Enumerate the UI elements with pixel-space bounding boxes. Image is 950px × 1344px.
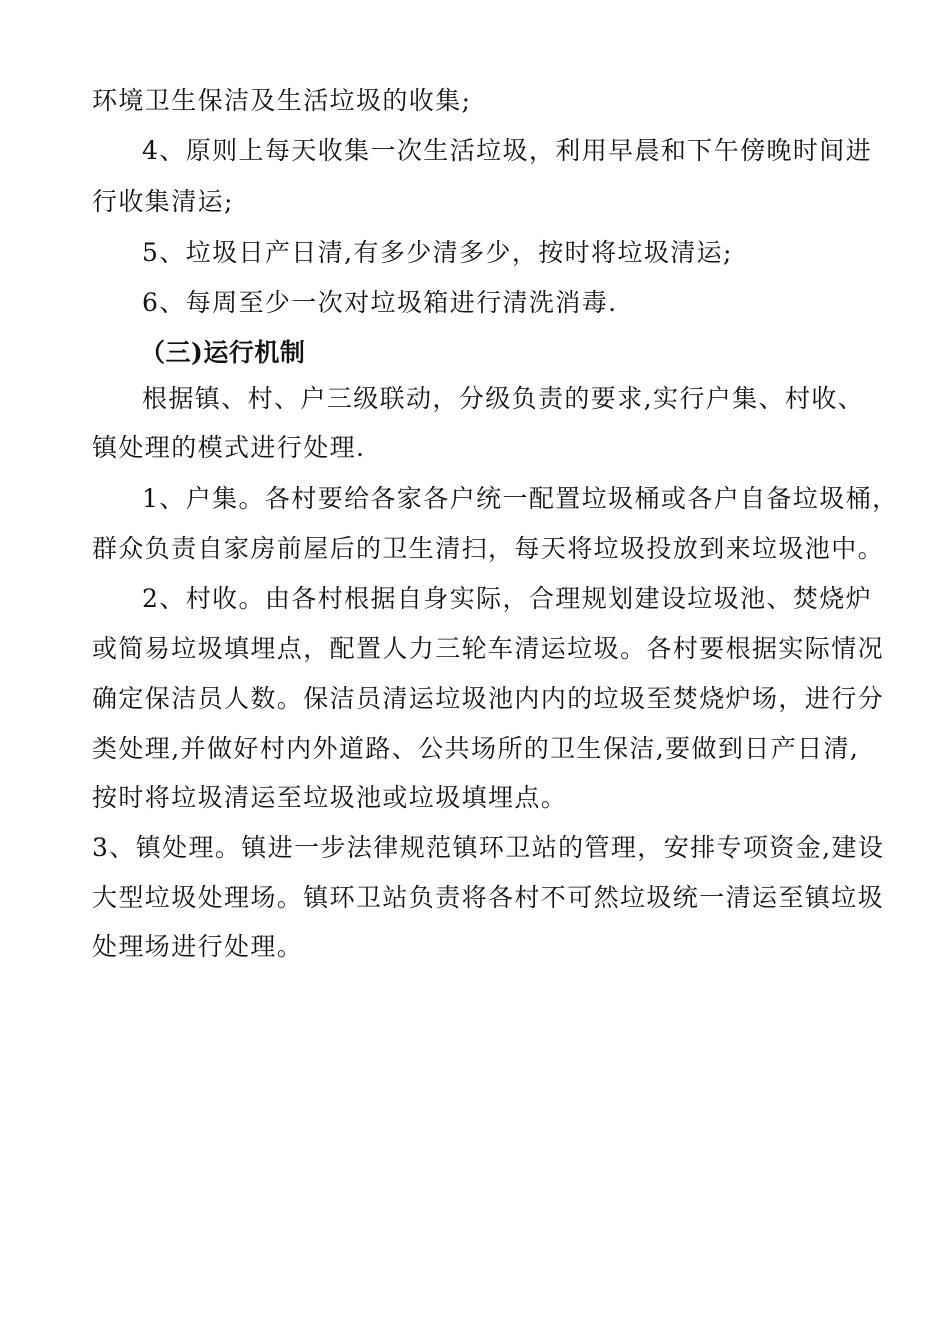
text-line-4: 5、垃圾日产日清,有多少清多少，按时将垃圾清运; (142, 238, 733, 267)
text-line-13: 确定保洁员人数。保洁员清运垃圾池内内的垃圾至焚烧炉场，进行分 (92, 684, 885, 713)
text-line-3: 行收集清运; (92, 187, 234, 216)
text-line-8: 镇处理的模式进行处理. (92, 433, 366, 462)
text-line-14: 类处理,并做好村内外道路、公共场所的卫生保洁,要做到日产日清, (92, 734, 860, 763)
section-heading: （三)运行机制 (140, 338, 306, 367)
text-line-16: 3、镇处理。镇进一步法律规范镇环卫站的管理，安排专项资金,建设 (92, 833, 885, 862)
text-line-1: 环境卫生保洁及生活垃圾的收集; (92, 86, 472, 115)
text-line-15: 按时将垃圾清运至垃圾池或垃圾填埋点。 (92, 783, 568, 812)
text-line-7: 根据镇、村、户三级联动，分级负责的要求,实行户集、村收、 (142, 384, 865, 413)
text-line-17: 大型垃圾处理场。镇环卫站负责将各村不可然垃圾统一清运至镇垃圾 (92, 883, 885, 912)
text-line-11: 2、村收。由各村根据自身实际，合理规划建设垃圾池、焚烧炉 (142, 584, 873, 613)
text-line-5: 6、每周至少一次对垃圾箱进行清洗消毒. (142, 288, 618, 317)
text-line-10: 群众负责自家房前屋后的卫生清扫，每天将垃圾投放到来垃圾池中。 (92, 534, 885, 563)
text-line-12: 或简易垃圾填埋点，配置人力三轮车清运垃圾。各村要根据实际情况 (92, 634, 885, 663)
text-line-9: 1、户集。各村要给各家各户统一配置垃圾桶或各户自备垃圾桶， (142, 484, 899, 513)
text-line-18: 处理场进行处理。 (92, 932, 304, 961)
text-line-2: 4、原则上每天收集一次生活垃圾，利用早晨和下午傍晚时间进 (142, 136, 873, 165)
